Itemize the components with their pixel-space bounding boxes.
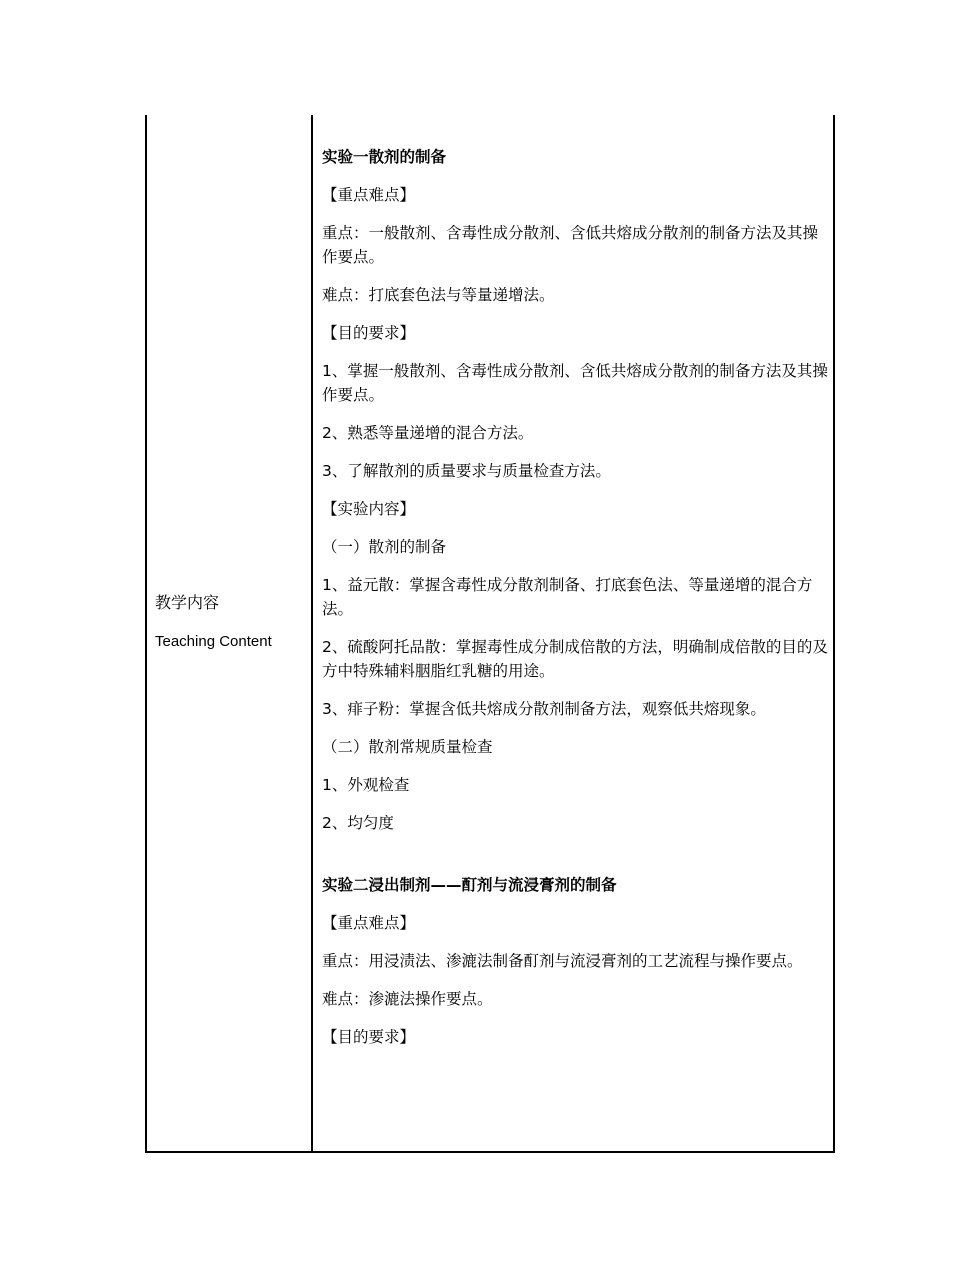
experiment-1-title: 实验一散剂的制备 [322,148,447,166]
subsection-heading: （一）散剂的制备 [322,538,447,556]
paragraph: 重点：一般散剂、含毒性成分散剂、含低共熔成分散剂的制备方法及其操作要点。 [322,224,819,266]
row-label-chinese: 教学内容 [155,593,220,612]
paragraph: 难点：打底套色法与等量递增法。 [322,286,555,304]
list-item: 3、痱子粉：掌握含低共熔成分散剂制备方法，观察低共熔现象。 [322,700,766,718]
list-item: 1、外观检查 [322,776,410,794]
section-heading: 【实验内容】 [322,500,416,518]
list-item: 1、掌握一般散剂、含毒性成分散剂、含低共熔成分散剂的制备方法及其操作要点。 [322,362,828,404]
list-item: 3、了解散剂的质量要求与质量检查方法。 [322,462,611,480]
row-label-cell [155,593,305,652]
paragraph: 重点：用浸渍法、渗漉法制备酊剂与流浸膏剂的工艺流程与操作要点。 [322,952,803,970]
course-table [145,115,835,1153]
spacer [322,849,832,873]
section-heading: 【目的要求】 [322,324,416,342]
content-cell [322,145,832,1063]
section-heading: 【重点难点】 [322,186,416,204]
subsection-heading: （二）散剂常规质量检查 [322,738,493,756]
list-item: 1、益元散：掌握含毒性成分散剂制备、打底套色法、等量递增的混合方法。 [322,576,813,618]
paragraph: 难点：渗漉法操作要点。 [322,990,493,1008]
experiment-2-title: 实验二浸出制剂——酊剂与流浸膏剂的制备 [322,876,617,894]
column-divider [311,115,313,1151]
list-item: 2、均匀度 [322,814,394,832]
list-item: 2、硫酸阿托品散：掌握毒性成分制成倍散的方法，明确制成倍散的目的及方中特殊辅料胭脂红乳糖的用途。 [322,638,828,680]
list-item: 2、熟悉等量递增的混合方法。 [322,424,534,442]
section-heading: 【重点难点】 [322,914,416,932]
section-heading: 【目的要求】 [322,1028,416,1046]
row-label-english: Teaching Content [155,633,272,650]
